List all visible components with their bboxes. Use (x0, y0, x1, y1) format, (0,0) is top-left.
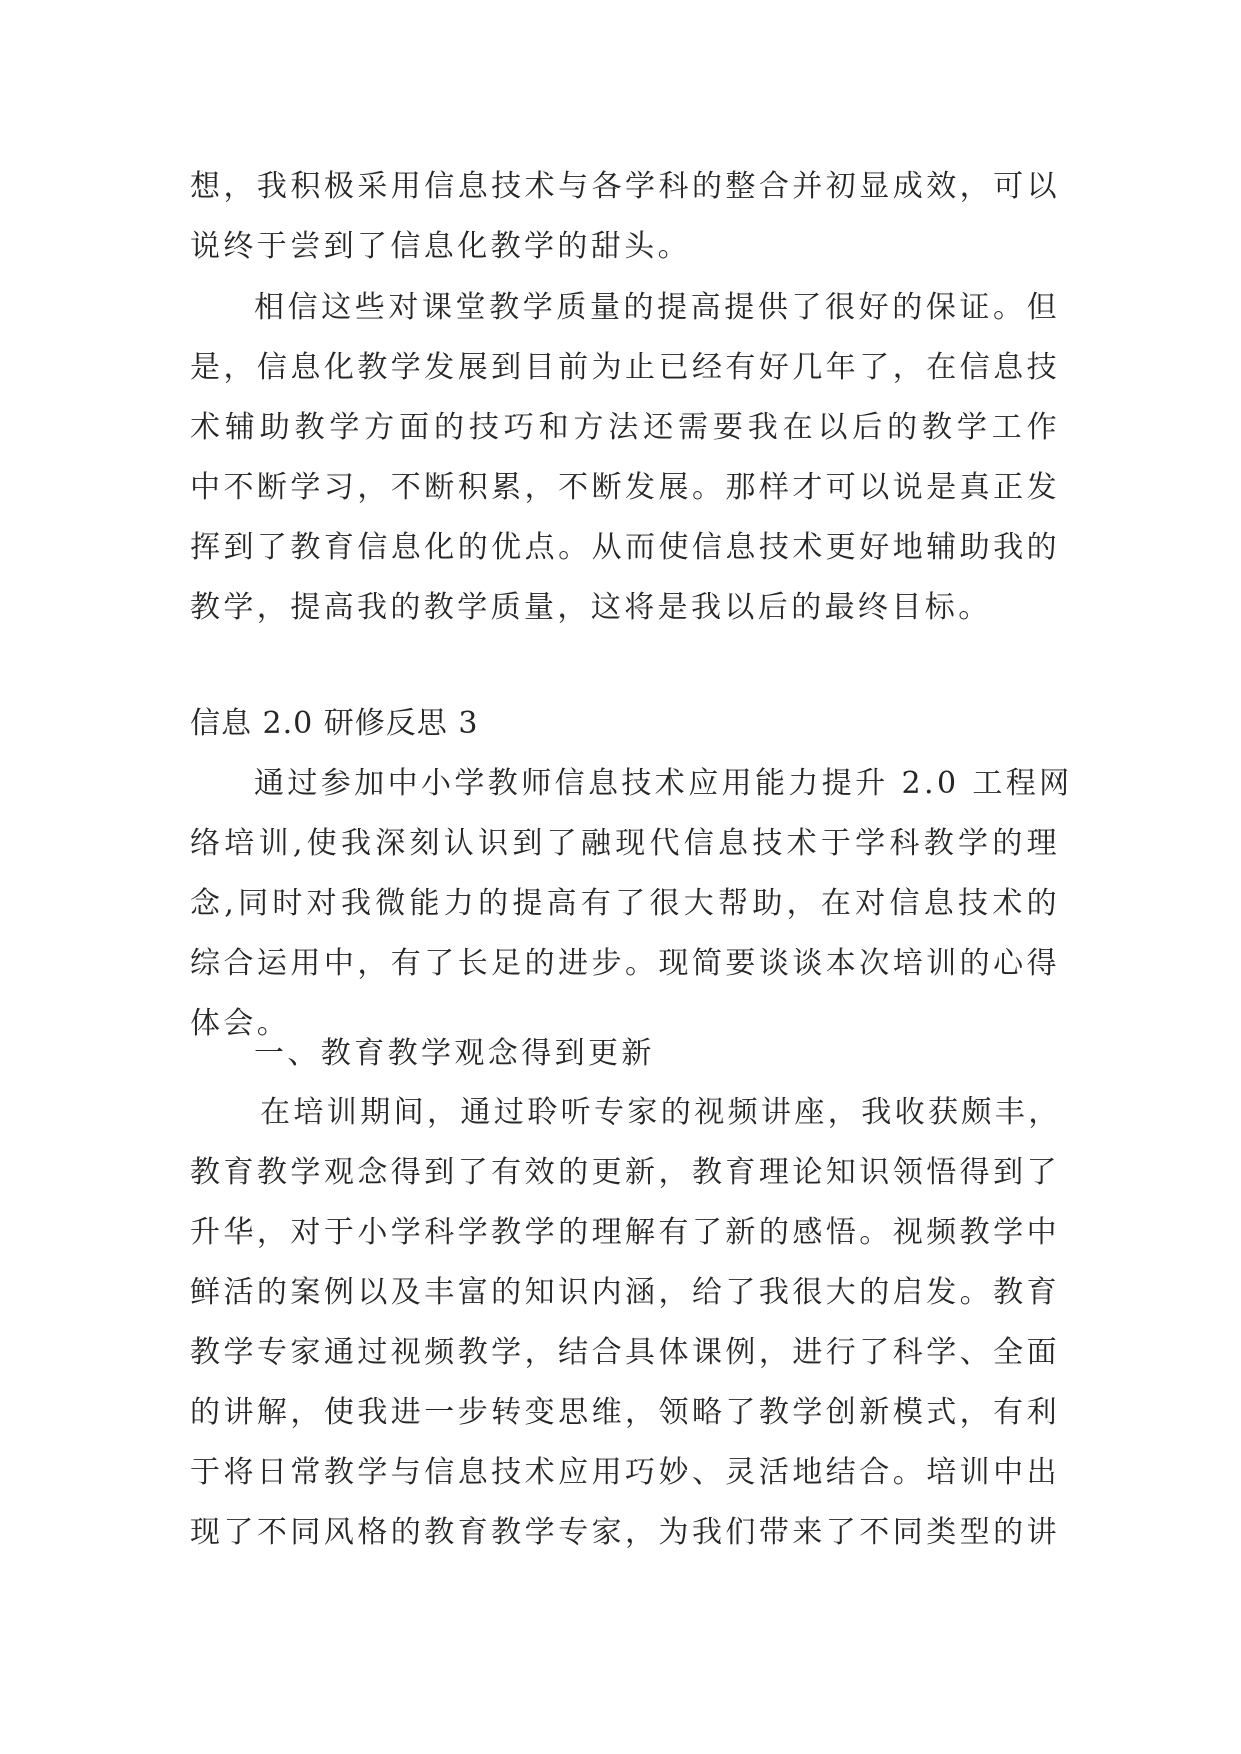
paragraph-line: 现了不同风格的教育教学专家，为我们带来了不同类型的讲 (190, 1515, 1060, 1550)
paragraph-intro (190, 754, 1073, 1054)
paragraph-line: 教育教学观念得到了有效的更新，教育理论知识领悟得到了 (190, 1155, 1060, 1190)
paragraph-line: 综合运用中，有了长足的进步。现简要谈谈本次培训的心得 (190, 946, 1060, 981)
paragraph-line: 教学专家通过视频教学，结合具体课例，进行了科学、全面 (190, 1335, 1060, 1370)
paragraph-line: 络培训,使我深刻认识到了融现代信息技术于学科教学的理 (190, 826, 1060, 861)
paragraph-line: 中不断学习，不断积累，不断发展。那样才可以说是真正发 (190, 470, 1060, 505)
paragraph-line: 鲜活的案例以及丰富的知识内涵，给了我很大的启发。教育 (190, 1275, 1060, 1310)
paragraph-line: 升华，对于小学科学教学的理解有了新的感悟。视频教学中 (190, 1215, 1060, 1250)
section-heading (190, 694, 1060, 754)
paragraph-line: 是，信息化教学发展到目前为止已经有好几年了，在信息技 (190, 350, 1060, 385)
paragraph-line: 通过参加中小学教师信息技术应用能力提升 2.0 工程网 (254, 766, 1073, 801)
paragraph-line: 在培训期间，通过聆听专家的视频讲座，我收获颇丰， (260, 1095, 1062, 1130)
paragraph-line: 想，我积极采用信息技术与各学科的整合并初显成效，可以 (190, 169, 1060, 204)
paragraph-conclusion (190, 278, 1060, 638)
paragraph-line: 教学，提高我的教学质量，这将是我以后的最终目标。 (190, 590, 992, 625)
paragraph-line: 念,同时对我微能力的提高有了很大帮助，在对信息技术的 (190, 886, 1060, 921)
paragraph-line: 于将日常教学与信息技术应用巧妙、灵活地结合。培训中出 (190, 1455, 1060, 1490)
subheading-text: 一、教育教学观念得到更新 (254, 1036, 655, 1071)
paragraph-line: 说终于尝到了信息化教学的甜头。 (190, 229, 691, 264)
paragraph-line: 体会。 (190, 1006, 291, 1041)
paragraph-line: 术辅助教学方面的技巧和方法还需要我在以后的教学工作 (190, 410, 1060, 445)
section-heading-text: 信息 2.0 研修反思 3 (190, 706, 479, 741)
paragraph-body (190, 1083, 1060, 1563)
paragraph-line: 的讲解，使我进一步转变思维，领略了教学创新模式，有利 (190, 1395, 1060, 1430)
subheading (190, 1024, 1060, 1084)
paragraph-line: 挥到了教育信息化的优点。从而使信息技术更好地辅助我的 (190, 530, 1060, 565)
paragraph-line: 相信这些对课堂教学质量的提高提供了很好的保证。但 (254, 290, 1060, 325)
paragraph-continuation (190, 157, 1060, 277)
